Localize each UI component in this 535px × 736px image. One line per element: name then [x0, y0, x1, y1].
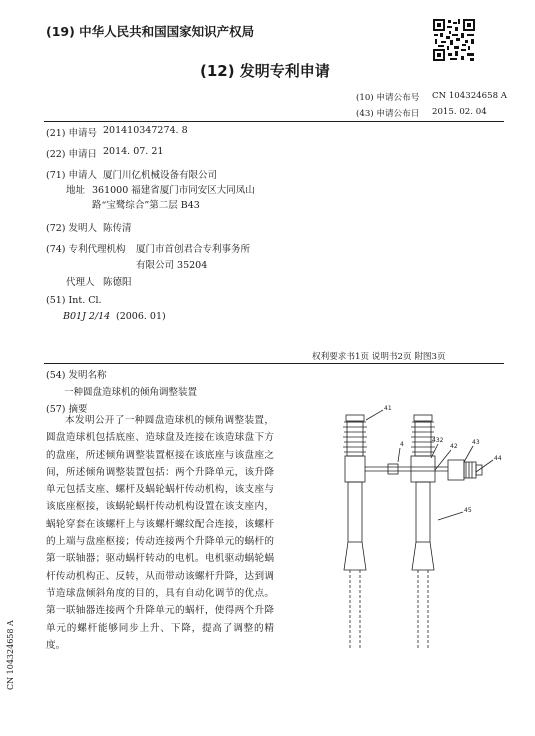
header-divider	[44, 121, 504, 122]
figure-label-4: 4	[400, 441, 404, 448]
figure-label-42: 42	[450, 443, 458, 450]
agency-label: (74) 专利代理机构	[46, 244, 126, 255]
agent: 陈德阳	[103, 277, 132, 288]
publication-number-label: (10) 申请公布号	[356, 93, 420, 103]
application-number-label: (21) 申请号	[46, 128, 98, 139]
applicant: 厦门川亿机械设备有限公司	[103, 170, 218, 181]
agency-line-1: 厦门市首创君合专利事务所	[136, 244, 251, 255]
publication-number: CN 104324658 A	[432, 91, 507, 101]
office-name: (19) 中华人民共和国国家知识产权局	[46, 24, 255, 39]
abstract-text: 本发明公开了一种圆盘造球机的倾角调整装置，圆盘造球机包括底座、造球盘及连接在该造球盘下方的盘座，所述倾角调整装置枢接在该底座与该盘座之间，所述倾角调整装置包括：两个升降单元，该升降单元包括支座、螺杆及蜗轮蜗杆传动机构，该支座与该底座枢接，该蜗轮蜗杆传动机构设置在该支座内，蜗轮穿套在该螺杆上与该螺杆螺纹配合连接，该螺杆的上端与盘座枢接；传动连接两个升降单元的蜗杆的第一联轴器；驱动蜗杆转动的电机。电机驱动蜗轮蜗杆传动机构正、反转，从而带动该螺杆升降，达到调节造球盘倾斜角度的目的，具有自动化调节的优点。第一联轴器连接两个升降单元的蜗杆，使得两个升降单元的螺杆能够同步上升、下降，提高了调整的精度。	[46, 415, 274, 651]
invention-title: 一种圆盘造球机的倾角调整装置	[64, 387, 198, 398]
figure-label-43: 43	[472, 439, 480, 446]
figure-label-41: 41	[384, 405, 392, 412]
address-label: 地址	[66, 185, 86, 196]
figure-label-432: 432	[432, 437, 444, 444]
address-line-1: 361000 福建省厦门市同安区大同凤山	[92, 185, 255, 196]
publication-date-label: (43) 申请公布日	[356, 109, 420, 119]
address-line-2: 路“宝鹭综合”第二层 B43	[92, 200, 200, 211]
abstract-label: (57) 摘要	[46, 404, 88, 415]
application-number: 201410347274. 8	[103, 125, 188, 136]
int-cl-label: (51) Int. Cl.	[46, 295, 102, 306]
application-date: 2014. 07. 21	[103, 146, 164, 157]
agency-line-2: 有限公司 35204	[136, 260, 208, 271]
title-label: (54) 发明名称	[46, 370, 107, 381]
qr-code-icon	[432, 18, 476, 62]
ipc-code: B01J 2/14	[63, 311, 111, 322]
side-publication-number: CN 104324658 A	[6, 620, 15, 690]
pages-info: 权利要求书1页 说明书2页 附图3页	[312, 352, 446, 362]
figure-label-44: 44	[494, 455, 502, 462]
ipc-version: (2006. 01)	[116, 311, 166, 322]
publication-date: 2015. 02. 04	[432, 107, 487, 117]
inventor-label: (72) 发明人	[46, 223, 98, 234]
biblio-divider	[44, 363, 504, 364]
inventor: 陈传清	[103, 223, 132, 234]
application-date-label: (22) 申请日	[46, 149, 98, 160]
document-type: (12) 发明专利申请	[200, 62, 330, 80]
figure-label-45: 45	[464, 507, 472, 514]
abstract-figure	[288, 400, 520, 652]
applicant-label: (71) 申请人	[46, 170, 98, 181]
agent-label: 代理人	[66, 277, 95, 288]
